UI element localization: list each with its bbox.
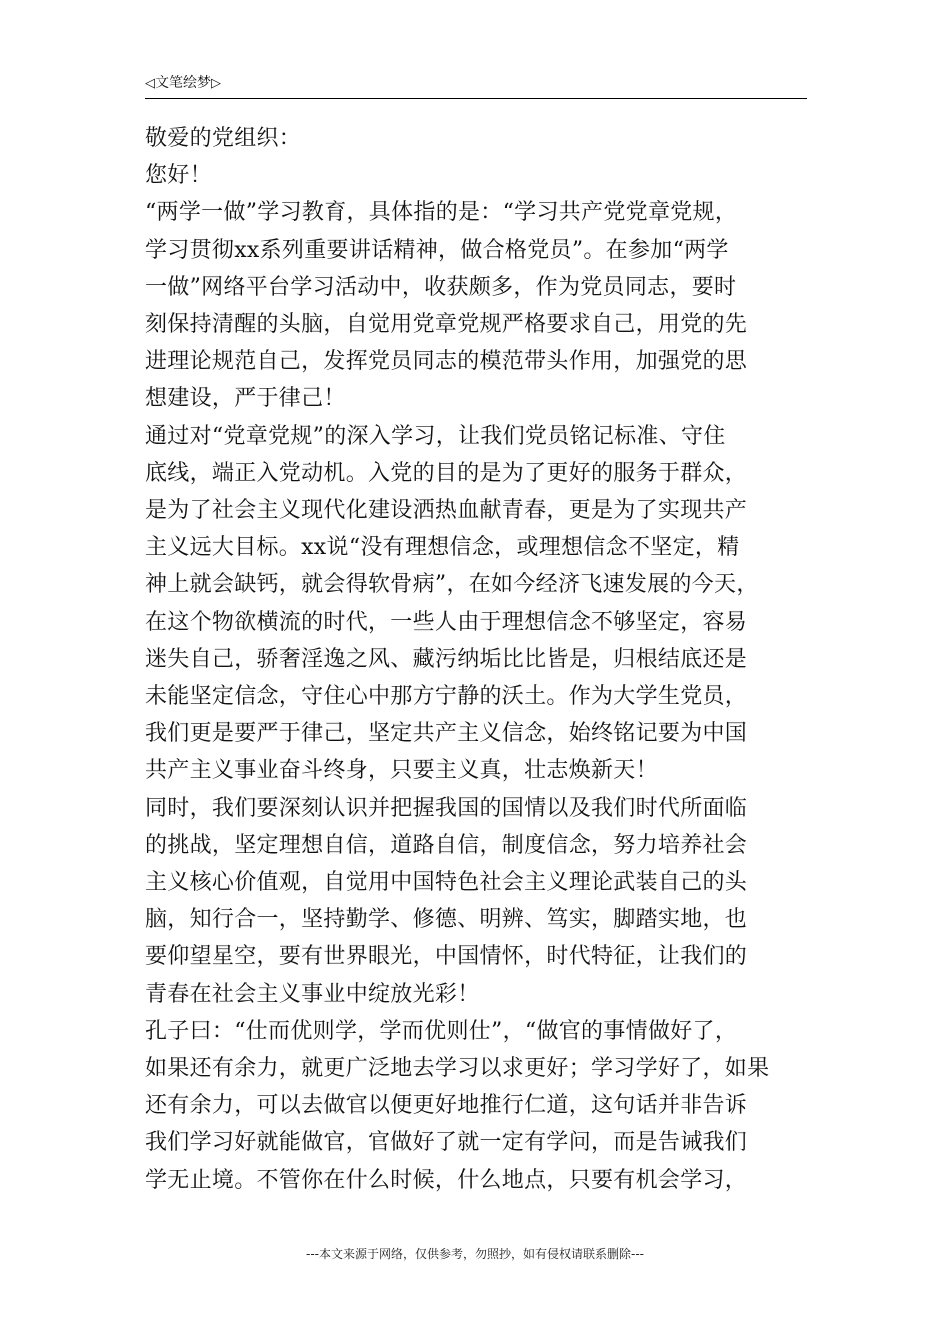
text-line: 如果还有余力，就更广泛地去学习以求更好；学习学好了，如果: [145, 1056, 770, 1082]
text-line: 在这个物欲横流的时代，一些人由于理想信念不够坚定，容易: [145, 609, 748, 635]
text-line: 孔子曰：“仕而优则学，学而优则仕”，“做官的事情做好了，: [145, 1018, 738, 1044]
right-triangle-icon: ▷: [211, 76, 221, 91]
text-line: 学习贯彻xx系列重要讲话精神，做合格党员”。在参加“两学: [145, 237, 729, 263]
text-line: 主义远大目标。xx说“没有理想信念，或理想信念不坚定，精: [145, 535, 740, 561]
text-line: 想建设，严于律己！: [145, 386, 346, 412]
letter-body: [145, 120, 815, 1199]
text-line: 是为了社会主义现代化建设洒热血献青春，更是为了实现共产: [145, 498, 748, 524]
header-title: 文笔绘梦: [155, 75, 211, 91]
text-line: 我们学习好就能做官，官做好了就一定有学问，而是告诫我们: [145, 1130, 748, 1156]
text-line: 一做”网络平台学习活动中，收获颇多，作为党员同志，要时: [145, 274, 737, 300]
text-line: 未能坚定信念，守住心中那方宁静的沃土。作为大学生党员，: [145, 684, 748, 710]
left-triangle-icon: ◁: [145, 76, 155, 91]
text-line: 迷失自己，骄奢淫逸之风、藏污纳垢比比皆是，归根结底还是: [145, 646, 748, 672]
page-footer: ---本文来源于网络，仅供参考，勿照抄，如有侵权请联系删除---: [306, 1247, 644, 1261]
text-line: 共产主义事业奋斗终身，只要主义真，壮志焕新天！: [145, 758, 658, 784]
text-line: 同时，我们要深刻认识并把握我国的国情以及我们时代所面临: [145, 795, 748, 821]
text-line: 青春在社会主义事业中绽放光彩！: [145, 981, 480, 1007]
text-line: 刻保持清醒的头脑，自觉用党章党规严格要求自己，用党的先: [145, 312, 748, 338]
text-line: 还有余力，可以去做官以便更好地推行仁道，这句话并非告诉: [145, 1093, 748, 1119]
text-line: 我们更是要严于律己，坚定共产主义信念，始终铭记要为中国: [145, 721, 748, 747]
text-line: 敬爱的党组织：: [145, 126, 302, 151]
text-line: 进理论规范自己，发挥党员同志的模范带头作用，加强党的思: [145, 349, 748, 375]
text-line: 脑，知行合一，坚持勤学、修德、明辨、笃实，脚踏实地，也: [145, 907, 748, 933]
text-line: 要仰望星空，要有世界眼光，中国情怀，时代特征，让我们的: [145, 944, 748, 970]
text-line: 主义核心价值观，自觉用中国特色社会主义理论武装自己的头: [145, 870, 748, 896]
page-header: [145, 72, 807, 99]
text-line: 底线，端正入党动机。入党的目的是为了更好的服务于群众，: [145, 460, 748, 486]
text-line: 的挑战，坚定理想自信，道路自信，制度信念，努力培养社会: [145, 832, 748, 858]
text-line: “两学一做”学习教育，具体指的是：“学习共产党党章党规，: [145, 200, 738, 226]
text-line: 神上就会缺钙，就会得软骨病”，在如今经济飞速发展的今天，: [145, 572, 759, 598]
text-line: 通过对“党章党规”的深入学习，让我们党员铭记标准、守住: [145, 423, 726, 449]
text-line: 您好！: [145, 163, 212, 189]
text-line: 学无止境。不管你在什么时候，什么地点，只要有机会学习，: [145, 1167, 748, 1193]
